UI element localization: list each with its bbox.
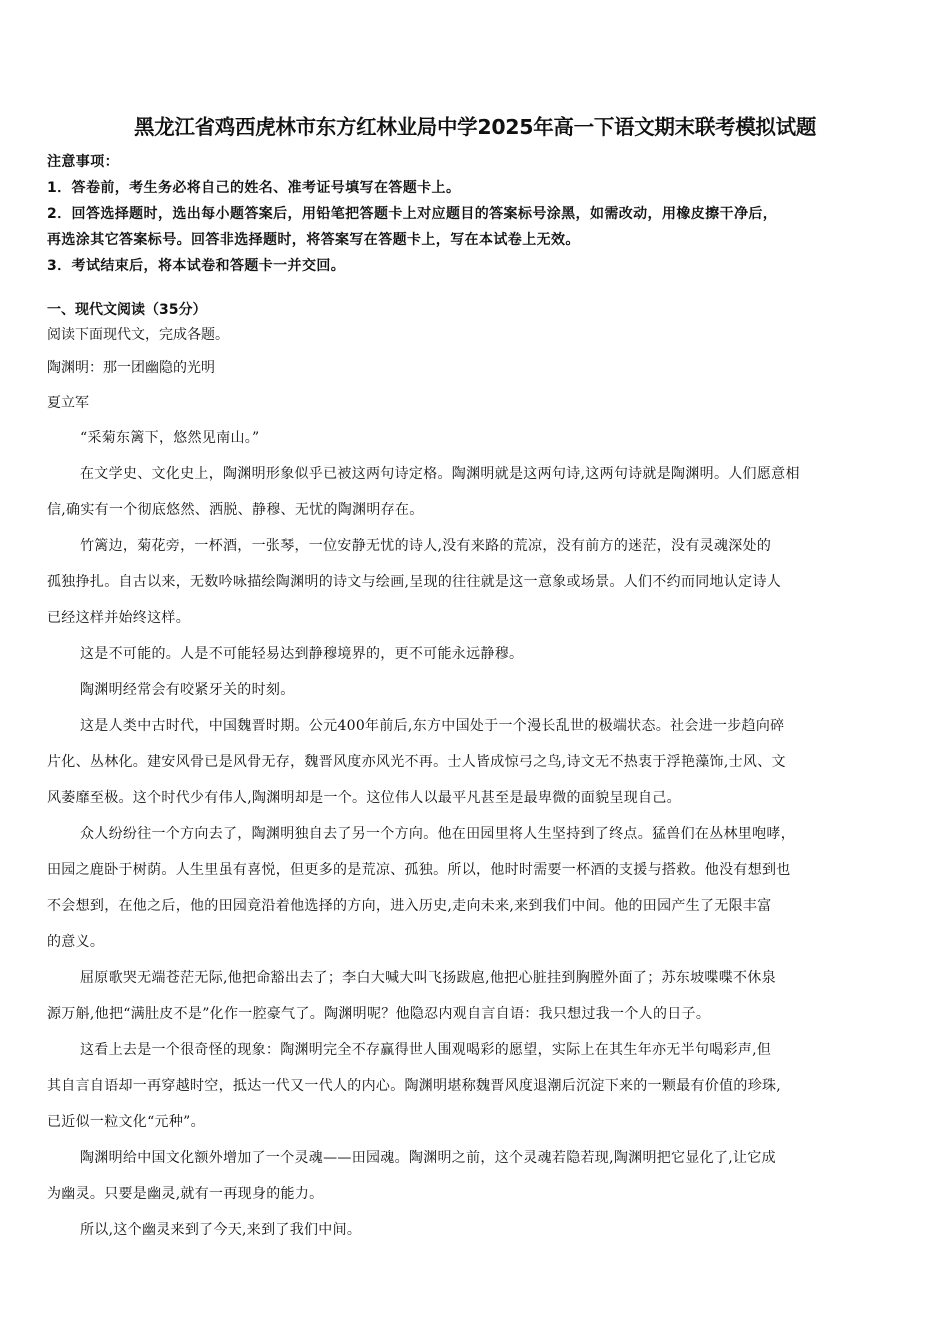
article-line: 信,确实有一个彻底悠然、洒脱、静穆、无忧的陶渊明存在。 xyxy=(47,502,424,518)
notice-line: 再选涂其它答案标号。回答非选择题时，将答案写在答题卡上，写在本试卷上无效。 xyxy=(47,232,580,248)
article-line: 陶渊明给中国文化额外增加了一个灵魂——田园魂。陶渊明之前，这个灵魂若隐若现,陶渊明把它显化了,让它成 xyxy=(80,1150,776,1166)
notice-line: 1．答卷前，考生务必将自己的姓名、准考证号填写在答题卡上。 xyxy=(47,180,461,196)
article-line: 这看上去是一个很奇怪的现象：陶渊明完全不存赢得世人围观喝彩的愿望，实际上在其生年亦无半句喝彩声,但 xyxy=(80,1042,772,1058)
article-line: 这是不可能的。人是不可能轻易达到静穆境界的，更不可能永远静穆。 xyxy=(80,646,524,662)
article-author: 夏立军 xyxy=(47,395,89,411)
article-line: 田园之鹿卧于树荫。人生里虽有喜悦，但更多的是荒凉、孤独。所以，他时时需要一杯酒的支援与搭救。他没有想到也 xyxy=(47,862,791,878)
article-line: 为幽灵。只要是幽灵,就有一再现身的能力。 xyxy=(47,1186,324,1202)
reading-instruction: 阅读下面现代文，完成各题。 xyxy=(47,327,229,343)
article-line: 众人纷纷往一个方向去了，陶渊明独自去了另一个方向。他在田园里将人生坚持到了终点。猛兽们在丛林里咆哮， xyxy=(80,826,795,842)
article-line: 其自言自语却一再穿越时空，抵达一代又一代人的内心。陶渊明堪称魏晋风度退潮后沉淀下来的一颗最有价值的珍珠, xyxy=(47,1078,782,1094)
article-line: 片化、丛林化。建安风骨已是风骨无存，魏晋风度亦风光不再。士人皆成惊弓之鸟,诗文无不热衷于浮艳藻饰,士风、文 xyxy=(47,754,786,770)
article-line: 风萎靡至极。这个时代少有伟人,陶渊明却是一个。这位伟人以最平凡甚至是最卑微的面貌呈现自己。 xyxy=(47,790,681,806)
article-body xyxy=(47,420,907,1248)
article-line: 所以,这个幽灵来到了今天,来到了我们中间。 xyxy=(80,1222,362,1238)
page-title: 黑龙江省鸡西虎林市东方红林业局中学2025年高一下语文期末联考模拟试题 xyxy=(133,115,817,139)
article-line: 源万斛,他把“满肚皮不是”化作一腔豪气了。陶渊明呢？他隐忍内观自言自语：我只想过我一个人的日子。 xyxy=(47,1006,711,1022)
article-title: 陶渊明：那一团幽隐的光明 xyxy=(47,360,215,376)
article-line: 这是人类中古时代，中国魏晋时期。公元400年前后,东方中国处于一个漫长乱世的极端状态。社会进一步趋向碎 xyxy=(80,718,785,734)
article-line: 屈原歌哭无端苍茫无际,他把命豁出去了；李白大喊大叫飞扬跋扈,他把心脏挂到胸膛外面了；苏东坡喋喋不休泉 xyxy=(80,970,776,986)
notice-heading: 注意事项： xyxy=(47,154,119,170)
article-line: “采菊东篱下，悠然见南山。” xyxy=(80,430,260,446)
article-line: 孤独挣扎。自古以来，无数吟咏描绘陶渊明的诗文与绘画,呈现的往往就是这一意象或场景。人们不约而同地认定诗人 xyxy=(47,574,782,590)
article-line: 竹篱边，菊花旁，一杯酒，一张琴，一位安静无忧的诗人,没有来路的荒凉，没有前方的迷茫，没有灵魂深处的 xyxy=(80,538,772,554)
notice-line: 3．考试结束后，将本试卷和答题卡一并交回。 xyxy=(47,258,346,274)
article-line: 不会想到，在他之后，他的田园竟沿着他选择的方向，进入历史,走向未来,来到我们中间。他的田园产生了无限丰富 xyxy=(47,898,772,914)
section-heading: 一、现代文阅读（35分） xyxy=(47,302,207,318)
article-line: 的意义。 xyxy=(47,934,105,950)
notice-section xyxy=(47,149,907,279)
notice-line: 2．回答选择题时，选出每小题答案后，用铅笔把答题卡上对应题目的答案标号涂黑，如需改动，用橡皮擦干净后， xyxy=(47,206,778,222)
article-line: 在文学史、文化史上，陶渊明形象似乎已被这两句诗定格。陶渊明就是这两句诗,这两句诗就是陶渊明。人们愿意相 xyxy=(80,466,800,482)
article-line: 已经这样并始终这样。 xyxy=(47,610,190,626)
article-line: 陶渊明经常会有咬紧牙关的时刻。 xyxy=(80,682,295,698)
article-line: 已近似一粒文化“元种”。 xyxy=(47,1114,205,1130)
